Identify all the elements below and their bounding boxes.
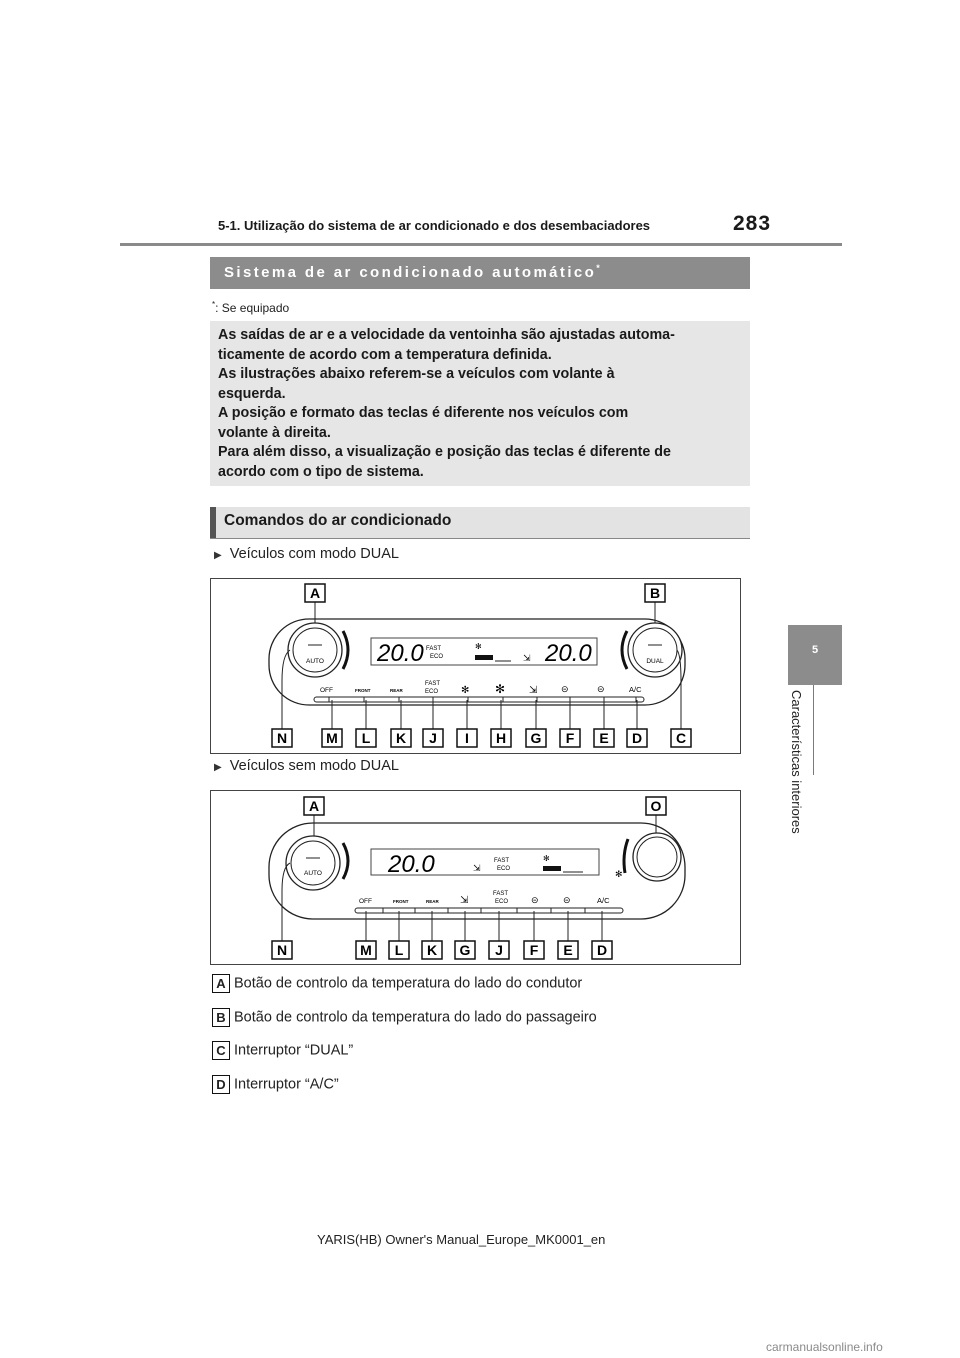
display-airflow-icon: ⇲ xyxy=(473,863,481,873)
callout-g xyxy=(455,941,475,959)
footnote-mark: * xyxy=(596,263,600,273)
chapter-label: Características interiores xyxy=(789,690,804,834)
callout-n xyxy=(272,729,292,747)
callout-m xyxy=(356,941,376,959)
svg-text:D: D xyxy=(596,942,608,958)
svg-text:M: M xyxy=(326,730,338,746)
svg-text:I: I xyxy=(465,730,469,746)
btn-fresh-icon: ⊝ xyxy=(563,895,571,905)
temp-readout: 20.0 xyxy=(388,851,435,878)
legend-item-a: A Botão de controlo da temperatura do lado do condutor xyxy=(212,974,582,994)
btn-off-label: OFF xyxy=(359,898,372,905)
callout-e xyxy=(558,941,578,959)
caption-non-dual: ▶ Veículos sem modo DUAL xyxy=(214,758,399,774)
btn-fast-label: FAST xyxy=(425,681,441,687)
display-eco: ECO xyxy=(430,654,444,660)
btn-mode-icon: ⇲ xyxy=(460,895,469,906)
subheading-accent xyxy=(210,507,216,538)
display-fan-bars xyxy=(543,866,561,871)
driver-temp-readout: 20.0 xyxy=(377,640,424,667)
svg-text:J: J xyxy=(429,730,437,746)
temp-knob xyxy=(286,836,340,890)
chapter-number: 5 xyxy=(811,644,819,656)
callout-a xyxy=(305,584,325,602)
svg-text:N: N xyxy=(276,942,288,958)
svg-text:F: F xyxy=(565,730,575,746)
btn-rear-label: REAR xyxy=(426,899,439,904)
svg-text:E: E xyxy=(563,942,573,958)
callout-k xyxy=(391,729,411,747)
callout-j xyxy=(489,941,509,959)
callout-g xyxy=(526,729,546,747)
caption-dual: ▶ Veículos com modo DUAL xyxy=(214,546,399,562)
callout-h xyxy=(491,729,511,747)
diagram-dual-mode xyxy=(210,578,741,754)
callout-d xyxy=(592,941,612,959)
display-fast: FAST xyxy=(494,858,510,864)
btn-fresh-icon: ⊝ xyxy=(597,684,605,694)
diagram-non-dual-mode xyxy=(210,790,741,965)
callout-n xyxy=(272,941,292,959)
svg-text:G: G xyxy=(459,942,471,958)
passenger-temp-knob xyxy=(628,623,682,677)
triangle-bullet-icon: ▶ xyxy=(214,550,222,561)
btn-eco-label: ECO xyxy=(495,899,509,905)
callout-b xyxy=(645,584,665,602)
svg-text:J: J xyxy=(495,942,503,958)
btn-recirc-icon: ⊝ xyxy=(561,684,569,694)
svg-text:F: F xyxy=(529,942,539,958)
callout-k xyxy=(422,941,442,959)
btn-off-label: OFF xyxy=(320,687,333,694)
display-fan-icon: ✻ xyxy=(475,642,482,651)
svg-text:E: E xyxy=(599,730,609,746)
svg-text:H: H xyxy=(495,730,507,746)
knob-auto-label: AUTO xyxy=(304,870,322,877)
btn-recirc-icon: ⊝ xyxy=(531,895,539,905)
legend-item-b: B Botão de controlo da temperatura do lado do passageiro xyxy=(212,1008,597,1028)
header-rule xyxy=(120,243,842,246)
callout-c xyxy=(671,729,691,747)
svg-text:K: K xyxy=(426,942,438,958)
intro-text: As saídas de ar e a velocidade da ventoinha são ajustadas automa- ticamente de acordo com a temperatura definida. As ilustrações abaixo referem-se a veículos com volante à esquerda. A posição e formato das teclas é diferente nos veículos com volante à direita. Para além disso, a visualização e posição das teclas é diferente de acordo com o tipo de sistema. xyxy=(218,327,675,480)
callout-l xyxy=(356,729,376,747)
display-eco: ECO xyxy=(497,866,511,872)
driver-temp-knob xyxy=(288,623,342,677)
callout-d xyxy=(627,729,647,747)
legend-item-d: D Interruptor “A/C” xyxy=(212,1075,339,1095)
btn-fan-down-icon: ✻ xyxy=(461,685,470,696)
svg-text:N: N xyxy=(276,730,288,746)
svg-text:K: K xyxy=(395,730,407,746)
callout-e xyxy=(594,729,614,747)
callout-m xyxy=(322,729,342,747)
btn-mode-icon: ⇲ xyxy=(529,685,538,696)
svg-text:A: A xyxy=(308,798,320,814)
callout-f xyxy=(524,941,544,959)
btn-fast-label: FAST xyxy=(493,891,509,897)
svg-text:L: L xyxy=(394,942,404,958)
svg-text:B: B xyxy=(649,585,661,601)
callout-j xyxy=(423,729,443,747)
svg-text:C: C xyxy=(675,730,687,746)
knob-dual-label: DUAL xyxy=(646,658,664,665)
fan-speed-knob xyxy=(633,833,681,881)
legend-item-c: C Interruptor “DUAL” xyxy=(212,1041,353,1061)
knob-auto-label: AUTO xyxy=(306,658,324,665)
btn-eco-label: ECO xyxy=(425,689,439,695)
callout-i xyxy=(457,729,477,747)
subheading-rule xyxy=(210,538,750,539)
btn-front-label: FRONT xyxy=(355,688,371,693)
triangle-bullet-icon: ▶ xyxy=(214,762,222,773)
passenger-temp-readout: 20.0 xyxy=(545,640,592,667)
svg-text:D: D xyxy=(631,730,643,746)
btn-rear-label: REAR xyxy=(390,688,403,693)
running-header: 5-1. Utilização do sistema de ar condicionado e dos desembaciadores xyxy=(218,218,651,233)
display-airflow-icon: ⇲ xyxy=(523,653,531,663)
svg-text:G: G xyxy=(530,730,542,746)
btn-ac-label: A/C xyxy=(629,685,642,694)
btn-front-label: FRONT xyxy=(393,899,409,904)
svg-text:A: A xyxy=(309,585,321,601)
svg-text:M: M xyxy=(360,942,372,958)
section-title: Sistema de ar condicionado automático* xyxy=(224,263,600,281)
btn-fan-up-icon: ✻ xyxy=(495,682,506,696)
callout-o xyxy=(646,797,666,815)
svg-text:L: L xyxy=(361,730,371,746)
display-fast: FAST xyxy=(426,646,442,652)
page-number: 283 xyxy=(733,212,772,235)
callout-l xyxy=(389,941,409,959)
btn-ac-label: A/C xyxy=(597,896,610,905)
chapter-tab-line xyxy=(813,685,814,775)
manual-footer: YARIS(HB) Owner's Manual_Europe_MK0001_en xyxy=(317,1232,606,1247)
subheading: Comandos do ar condicionado xyxy=(224,512,452,529)
callout-f xyxy=(560,729,580,747)
watermark: carmanualsonline.info xyxy=(766,1340,883,1354)
callout-a xyxy=(304,797,324,815)
footnote: *: Se equipado xyxy=(212,300,290,315)
fan-icon: ✻ xyxy=(615,869,623,879)
svg-text:O: O xyxy=(650,798,662,814)
display-fan-icon: ✻ xyxy=(543,854,550,863)
display-fan-bars xyxy=(475,655,493,660)
